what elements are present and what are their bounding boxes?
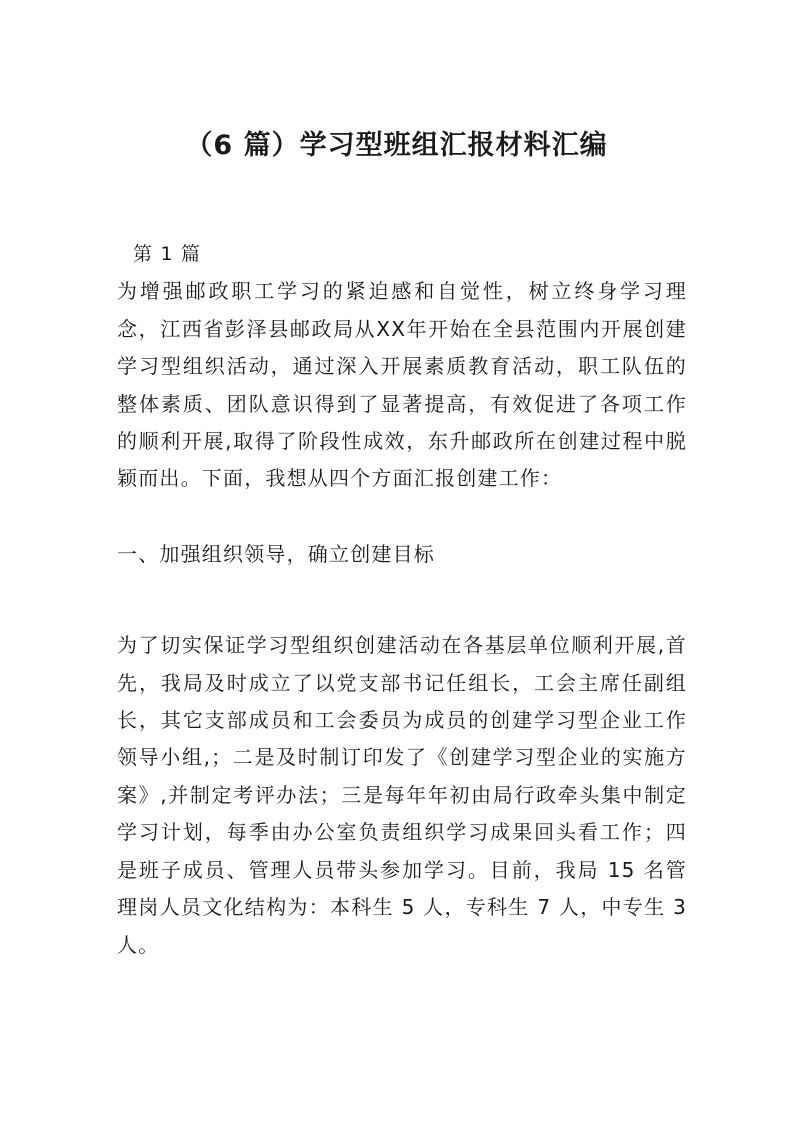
chapter-label: 第 1 篇 [133, 243, 202, 265]
section-heading: 一、加强组织领导，确立创建目标 [117, 541, 435, 566]
section-paragraph: 为了切实保证学习型组织创建活动在各基层单位顺利开展,首先，我局及时成立了以党支部书记任组长，工会主席任副组长，其它支部成员和工会委员为成员的创建学习型企业工作领导小组,；二是及时制订印发了《创建学习型企业的实施方案》,并制定考评办法；三是每年年初由局行政牵头集中制定学习计划，每季由办公室负责组织学习成果回头看工作；四是班子成员、管理人员带头参加学习。目前，我局 15 名管理岗人员文化结构为：本科生 5 人，专科生 7 人，中专生 3 人。 [117, 633, 687, 957]
document-body [117, 236, 687, 964]
paragraph-spacer [117, 498, 687, 536]
intro-paragraph: 为增强邮政职工学习的紧迫感和自觉性，树立终身学习理念，江西省彭泽县邮政局从XX年开始在全县范围内开展创建学习型组织活动，通过深入开展素质教育活动，职工队伍的整体素质、团队意识得到了显著提高，有效促进了各项工作的顺利开展,取得了阶段性成效，东升邮政所在创建过程中脱颖而出。下面，我想从四个方面汇报创建工作： [117, 279, 687, 491]
paragraph-spacer [117, 573, 687, 627]
document-title: （6 篇）学习型班组汇报材料汇编 [185, 130, 608, 161]
